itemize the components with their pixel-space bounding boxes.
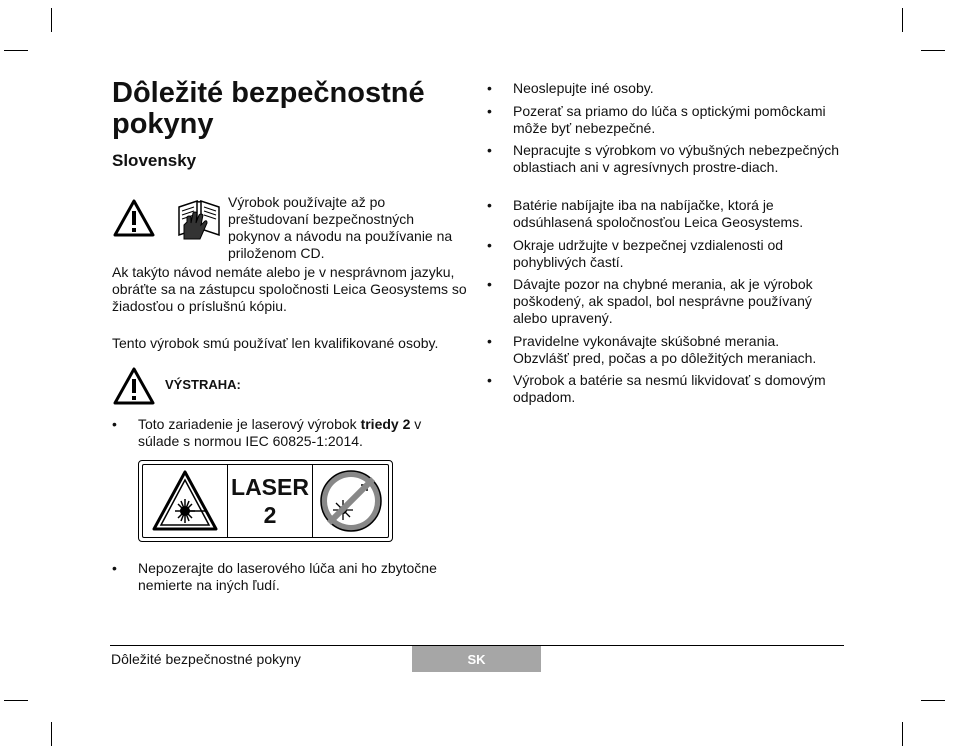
bullet-marker: • — [112, 416, 117, 432]
bullet-text: Dávajte pozor na chybné merania, ak je výrobok poškodený, ak spadol, bol nesprávne používaný alebo upravený. — [513, 276, 813, 326]
footer-title: Dôležité bezpečnostné pokyny — [111, 651, 301, 667]
list-item — [487, 276, 831, 327]
crop-mark — [51, 722, 52, 746]
list-item — [487, 142, 845, 176]
bullet-marker: • — [487, 142, 492, 158]
warning-triangle-icon — [112, 366, 156, 406]
manual-request-text: Ak takýto návod nemáte alebo je v nesprávnom jazyku, obráťte sa na zástupcu spoločnosti Leica Geosystems so žiadosťou o príslušnú kópiu. — [112, 264, 467, 314]
bullet-text: Batérie nabíjajte iba na nabíjačke, ktorá je odsúhlasená spoločnosťou Leica Geosystems. — [513, 197, 804, 230]
list-item — [112, 416, 438, 450]
crop-mark — [921, 50, 945, 51]
bullet-marker: • — [487, 372, 492, 388]
bullet-text: Okraje udržujte v bezpečnej vzdialenosti od pohyblivých častí. — [513, 237, 784, 270]
laser-class-number: 2 — [263, 502, 277, 528]
bullet-text: Nepracujte s výrobkom vo výbušných nebezpečných oblastiach ani v agresívnych prostre-diach. — [513, 142, 840, 175]
warning-triangle-icon — [112, 198, 156, 238]
intro-text: Výrobok používajte až po preštudovaní bezpečnostných pokynov a návodu na používanie na priloženom CD. — [228, 194, 453, 261]
list-item — [487, 197, 823, 231]
page-title: Dôležité bezpečnostné pokyny — [112, 77, 425, 140]
bullet-marker: • — [487, 276, 492, 292]
bullet-text: Výrobok a batérie sa nesmú likvidovať s domovým odpadom. — [513, 372, 826, 405]
crop-mark — [51, 8, 52, 32]
list-item — [487, 80, 845, 97]
bullet-marker: • — [487, 103, 492, 119]
laser-class-bold: triedy 2 — [360, 416, 411, 432]
language-tab: SK — [412, 646, 541, 672]
no-viewing-optics-icon — [317, 467, 385, 535]
crop-mark — [902, 8, 903, 32]
bullet-text: Pozerať sa priamo do lúča s optickými pomôckami môže byť nebezpečné. — [513, 103, 826, 136]
laser-class-label — [138, 460, 393, 542]
language-heading: Slovensky — [112, 151, 197, 170]
crop-mark — [4, 50, 28, 51]
laser-class-suffix: v súlade s normou IEC 60825-1:2014. — [138, 416, 422, 449]
list-item — [487, 237, 813, 271]
list-item — [487, 372, 843, 406]
bullet-marker: • — [487, 197, 492, 213]
list-item — [487, 103, 848, 137]
list-item — [112, 560, 456, 594]
laser-warning-icon — [151, 469, 219, 533]
bullet-text: Nepozerajte do laserového lúča ani ho zbytočne nemierte na iných ľudí. — [138, 560, 437, 593]
bullet-marker: • — [487, 333, 492, 349]
list-item — [487, 333, 833, 367]
read-manual-icon — [176, 195, 222, 241]
laser-label-text: LASER — [231, 474, 309, 500]
warning-label: VÝSTRAHA: — [165, 377, 241, 392]
laser-class-prefix: Toto zariadenie je laserový výrobok — [138, 416, 361, 432]
bullet-marker: • — [112, 560, 117, 576]
crop-mark — [4, 700, 28, 701]
bullet-marker: • — [487, 80, 492, 96]
bullet-text: Neoslepujte iné osoby. — [513, 80, 654, 96]
crop-mark — [902, 722, 903, 746]
bullet-marker: • — [487, 237, 492, 253]
qualified-persons-text: Tento výrobok smú používať len kvalifikované osoby. — [112, 335, 439, 351]
crop-mark — [921, 700, 945, 701]
bullet-text: Pravidelne vykonávajte skúšobné merania. Obzvlášť pred, počas a po dôležitých meraniach. — [513, 333, 817, 366]
